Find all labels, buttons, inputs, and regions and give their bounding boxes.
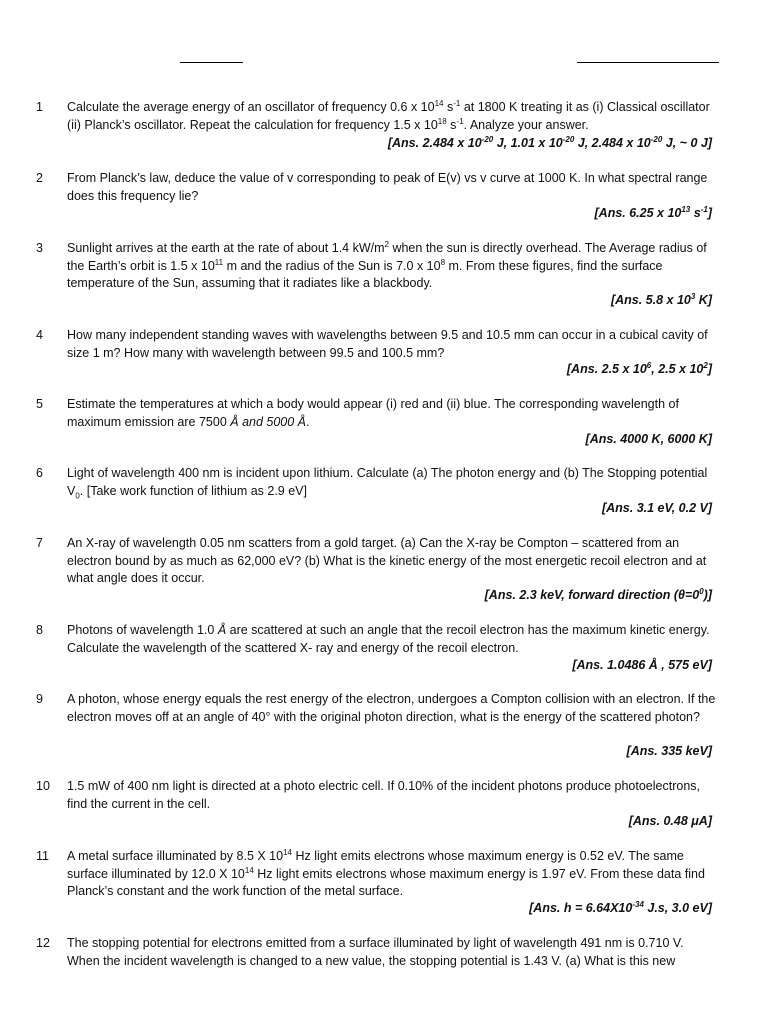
question-text: 1.5 mW of 400 nm light is directed at a photo electric cell. If 0.10% of the incident photons produce photoelectrons, find the current in the cell. — [67, 779, 701, 811]
question-text: Sunlight arrives at the earth at the rate of about 1.4 $kW/m^2$ when the sun is directly overhead. The Average radius of the Earth’s orbit is 1.5 x $10^{11}$ m and the radius of the Sun is 7.0 x $10^8$ m. From these figures, find the surface temperature of the Sun, assuming that it radiates like a blackbody. — [67, 239, 707, 290]
question-number: 8 — [36, 623, 43, 637]
answer: [Ans. 6.25 x $10^{13}$ $s^{-1}$] — [594, 204, 712, 220]
answer: [Ans. 0.48 μA] — [628, 814, 712, 828]
question-number: 11 — [36, 849, 49, 863]
header-line-left — [180, 62, 243, 63]
question-number: 12 — [36, 936, 50, 950]
question-number: 5 — [36, 397, 43, 411]
question-text: Calculate the average energy of an oscillator of frequency 0.6 x $10^{14}$ $s^{-1}$ at 1800 K treating it as (i) Classical oscillator (ii) Planck’s oscillator. Repeat the calculation for frequency 1.5 x $10^{18}$ $s^{-1}$. Analyze your answer. — [67, 98, 710, 132]
question-text: A metal surface illuminated by 8.5 X $10^{14}$ Hz light emits electrons whose maximum energy is 0.52 eV. The same surface illuminated by 12.0 X $10^{14}$ Hz light emits electrons whose maximum energy is 1.97 eV. From these data find Planck’s constant and the work function of the metal surface. — [67, 847, 705, 898]
answer: [Ans. 2.3 keV, forward direction $(\theta=0^0)$] — [484, 586, 712, 602]
answer: [Ans. 5.8 x $10^3$ K] — [610, 291, 712, 307]
question-text: An X-ray of wavelength 0.05 nm scatters from a gold target. (a) Can the X-ray be Compton – scattered from an electron bound by as much as 62,000 eV? (b) What is the kinetic energy of the most energetic recoil electron and at what angle does it occur. — [67, 536, 707, 585]
header-line-right — [577, 62, 719, 63]
answer: [Ans. 3.1 eV, 0.2 V] — [601, 501, 712, 515]
answer: [Ans. 2.5 x $10^6$, 2.5 x $10^2$] — [566, 360, 712, 376]
question-text: Estimate the temperatures at which a body would appear (i) red and (ii) blue. The corresponding wavelength of maximum emission are 7500 Å and 5000 Å. — [67, 397, 679, 429]
question-text: How many independent standing waves with wavelengths between 9.5 and 10.5 mm can occur in a cubical cavity of size 1 m? How many with wavelength between 99.5 and 100.5 mm? — [67, 328, 708, 360]
question-number: 9 — [36, 692, 43, 706]
answer: [Ans. 4000 K, 6000 K] — [585, 432, 712, 446]
question-number: 6 — [36, 466, 43, 480]
question-number: 10 — [36, 779, 50, 793]
question-text: Photons of wavelength 1.0 Å are scattered at such an angle that the recoil electron has the maximum kinetic energy. Calculate the wavelength of the scattered X- ray and energy of the recoil electron. — [67, 623, 710, 655]
question-text: From Planck’s law, deduce the value of v corresponding to peak of E(v) vs v curve at 1000 K. In what spectral range does this frequency lie? — [67, 171, 708, 203]
answer: [Ans. 335 keV] — [626, 744, 712, 758]
question-number: 7 — [36, 536, 43, 550]
answer: [Ans. $h = 6.64X10^{-34}$ J.s, 3.0 eV] — [529, 899, 712, 915]
question-number: 3 — [36, 241, 43, 255]
question-text: Light of wavelength 400 nm is incident upon lithium. Calculate (a) The photon energy and (b) The Stopping potential $V_0$. [Take work function of lithium as 2.9 eV] — [67, 466, 708, 500]
answer: [Ans. 1.0486 Å , 575 eV] — [572, 658, 712, 672]
question-text: A photon, whose energy equals the rest energy of the electron, undergoes a Compton collision with an electron. If the electron moves off at an angle of 40° with the original photon direction, what is the energy of the scattered photon? — [67, 692, 716, 724]
question-number: 1 — [36, 100, 43, 114]
answer: [Ans. 2.484 x $10^{-20}$ J, 1.01 x $10^{-20}$ J, 2.484 x $10^{-20}$ J, ~ 0 J] — [387, 134, 712, 150]
question-number: 2 — [36, 171, 43, 185]
question-text: The stopping potential for electrons emitted from a surface illuminated by light of wavelength 491 nm is 0.710 V. When the incident wavelength is changed to a new value, the stopping potential is 1.43 V. (a) What is this new — [67, 936, 684, 968]
question-number: 4 — [36, 328, 43, 342]
